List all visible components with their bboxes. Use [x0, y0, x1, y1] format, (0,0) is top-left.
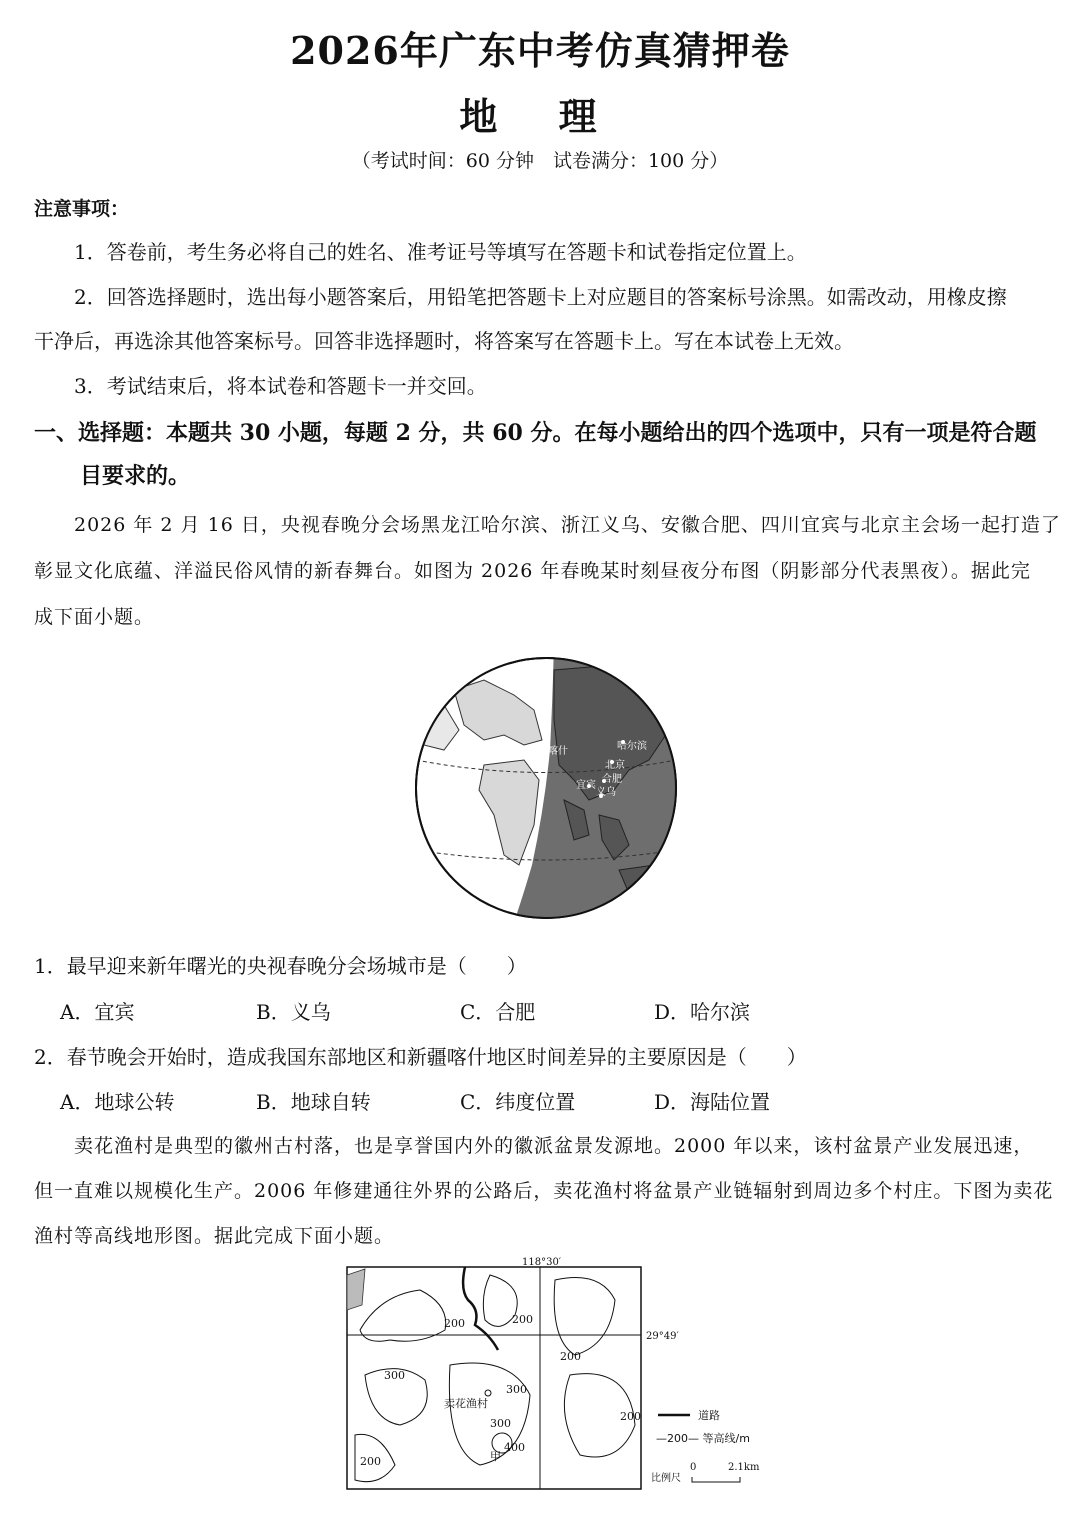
scale-bar: [692, 1477, 740, 1482]
subject-title: 地 理: [459, 94, 621, 139]
scale-label: 比例尺: [651, 1473, 681, 1484]
q1-option-a: A．宜宾: [60, 1000, 135, 1024]
contour-label-200-e: 200: [360, 1455, 381, 1468]
legend-contour-label: —200— 等高线/m: [656, 1432, 750, 1445]
section-1-heading-line-1: 一、选择题：本题共 30 小题，每题 2 分，共 60 分。在每小题给出的四个选项中，只有一项是符合题: [34, 420, 1037, 446]
q2-option-b: B．地球自转: [256, 1090, 371, 1114]
day-night-globe-figure: [414, 650, 679, 922]
contour-map-figure: [340, 1255, 780, 1505]
label-yiwu: 义乌: [596, 787, 616, 798]
passage-1-line-3: 成下面小题。: [34, 606, 155, 628]
exam-time-info: （考试时间：60 分钟 试卷满分：100 分）: [351, 150, 729, 172]
scale-value: 2.1km: [728, 1462, 760, 1473]
passage-2-line-1: 卖花渔村是典型的徽州古村落，也是享誉国内外的徽派盆景发源地。2000 年以来，该村盆景产业发展迅速，: [74, 1135, 1034, 1157]
latitude-label: 29°49′: [646, 1331, 679, 1342]
contour-label-300-b: 300: [506, 1383, 527, 1396]
q1-option-c: C．合肥: [460, 1000, 536, 1024]
legend-road-label: 道路: [698, 1409, 720, 1422]
label-beijing: 北京: [605, 760, 625, 771]
q1-stem: 1．最早迎来新年曙光的央视春晚分会场城市是（ ）: [34, 954, 527, 978]
label-kashgar: 喀什: [548, 746, 568, 757]
notice-item-1: 1．答卷前，考生务必将自己的姓名、准考证号等填写在答题卡和试卷指定位置上。: [74, 240, 807, 264]
q2-option-c: C．纬度位置: [460, 1090, 576, 1114]
q1-option-b: B．义乌: [256, 1000, 331, 1024]
land-australia-shape: [619, 865, 662, 905]
contour-label-300-a: 300: [384, 1369, 405, 1382]
contour-map-svg: [340, 1255, 780, 1505]
q1-option-d: D．哈尔滨: [654, 1000, 751, 1024]
contour-label-200-a: 200: [444, 1317, 465, 1330]
label-harbin: 哈尔滨: [617, 741, 647, 752]
water-area: [347, 1269, 365, 1310]
passage-2-line-2: 但一直难以规模化生产。2006 年修建通往外界的公路后，卖花渔村将盆景产业链辐射到周边多个村庄。下图为卖花: [34, 1180, 1054, 1202]
passage-2-line-3: 渔村等高线地形图。据此完成下面小题。: [34, 1225, 395, 1247]
paper-title: 2026年广东中考仿真猜押卷: [290, 28, 790, 73]
notice-item-3: 3．考试结束后，将本试卷和答题卡一并交回。: [74, 374, 487, 398]
contour-label-400: 400: [504, 1441, 525, 1454]
scale-zero: 0: [690, 1462, 697, 1473]
passage-1-line-1: 2026 年 2 月 16 日，央视春晚分会场黑龙江哈尔滨、浙江义乌、安徽合肥、四川宜宾与北京主会场一起打造了: [74, 514, 1061, 536]
contour-label-200-d: 200: [620, 1410, 641, 1423]
village-label: 卖花渔村: [444, 1397, 488, 1410]
notice-item-2-line-2: 干净后，再选涂其他答案标号。回答非选择题时，将答案写在答题卡上。写在本试卷上无效。: [34, 329, 854, 353]
label-hefei: 合肥: [602, 774, 622, 785]
q2-stem: 2．春节晚会开始时，造成我国东部地区和新疆喀什地区时间差异的主要原因是（ ）: [34, 1045, 807, 1069]
notice-heading: 注意事项：: [34, 198, 130, 220]
passage-1-line-2: 彰显文化底蕴、洋溢民俗风情的新春舞台。如图为 2026 年春晚某时刻昼夜分布图（阴影部分代表黑夜）。据此完: [34, 560, 1031, 582]
contour-label-200-b: 200: [512, 1313, 533, 1326]
notice-item-2-line-1: 2．回答选择题时，选出每小题答案后，用铅笔把答题卡上对应题目的答案标号涂黑。如需改动，用橡皮擦: [74, 285, 1007, 309]
q2-option-d: D．海陆位置: [654, 1090, 771, 1114]
point-jia-label: 甲: [490, 1450, 501, 1463]
label-yibin: 宜宾: [576, 780, 596, 791]
contour-label-300-c: 300: [490, 1417, 511, 1430]
contour-label-200-c: 200: [560, 1350, 581, 1363]
q2-option-a: A．地球公转: [60, 1090, 175, 1114]
longitude-label: 118°30′: [522, 1257, 562, 1268]
section-1-heading-line-2: 目要求的。: [80, 463, 191, 489]
globe-svg: [414, 650, 679, 922]
